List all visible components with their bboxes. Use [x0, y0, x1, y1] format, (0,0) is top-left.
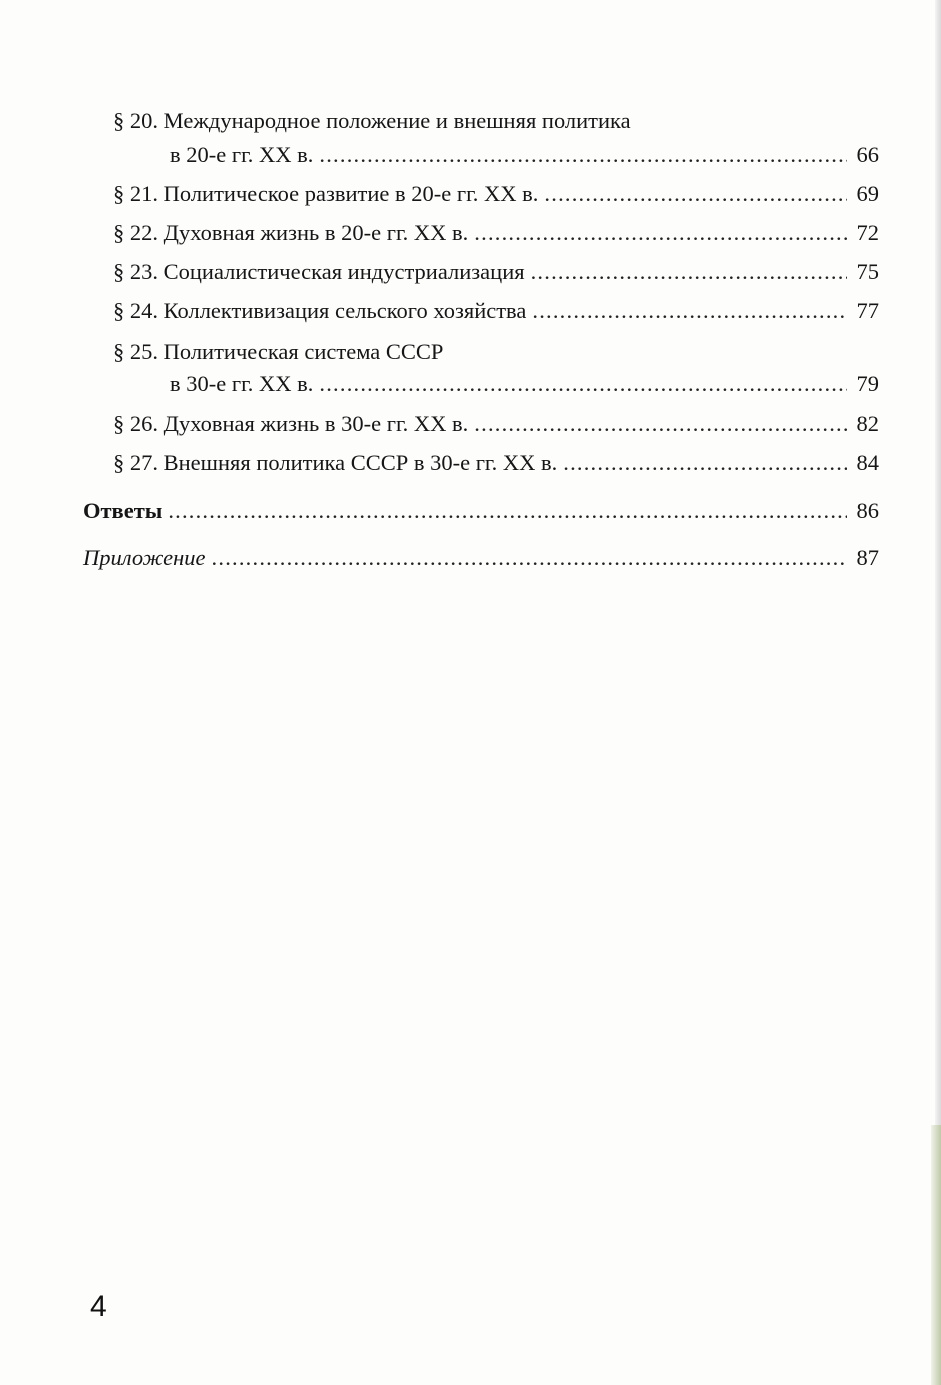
dot-leader: [563, 448, 847, 478]
toc-page-number: 79: [856, 371, 879, 396]
toc-entry-27: [113, 448, 879, 478]
toc-entry-number: § 26.: [113, 411, 158, 436]
toc-page-number: 77: [856, 298, 879, 323]
toc-entry-26: [113, 409, 879, 439]
toc-page-number: 66: [856, 142, 879, 167]
toc-entry-title: Политическая система СССР: [163, 339, 444, 364]
toc-entry-21: [113, 179, 879, 209]
toc-entry-title: Духовная жизнь в 30-е гг. XX в.: [163, 411, 469, 436]
toc-entry-number: § 23.: [113, 259, 158, 284]
toc-entry-22: [113, 218, 879, 248]
toc-entry-title: Международное положение и внешняя политика: [163, 108, 631, 133]
toc-entry-title: Политическое развитие в 20-е гг. XX в.: [163, 181, 539, 206]
toc-entry-answers: [83, 496, 879, 526]
toc-page-number: 72: [856, 220, 879, 245]
toc-page-number: 69: [856, 181, 879, 206]
toc-entry-title: Приложение: [83, 545, 206, 570]
toc-entry-25-line2: [170, 369, 879, 399]
dot-leader: [212, 543, 847, 573]
toc-page-number: 87: [856, 545, 879, 570]
toc-entry-title: Социалистическая индустриализация: [163, 259, 525, 284]
toc-entry-25-line1: [113, 337, 443, 367]
page-edge-tint: [931, 1125, 941, 1385]
toc-entry-23: [113, 257, 879, 287]
dot-leader: [474, 409, 847, 439]
toc-page-number: 75: [856, 259, 879, 284]
toc-entry-number: § 25.: [113, 339, 158, 364]
dot-leader: [319, 140, 847, 170]
dot-leader: [544, 179, 847, 209]
toc-entry-20-line1: [113, 106, 631, 136]
toc-entry-number: § 21.: [113, 181, 158, 206]
toc-page-number: 86: [856, 498, 879, 523]
toc-entry-20-line2: [170, 140, 879, 170]
toc-entry-title-cont: в 30-е гг. XX в.: [170, 371, 314, 396]
toc-entry-title-cont: в 20-е гг. XX в.: [170, 142, 314, 167]
toc-entry-appendix: [83, 543, 879, 573]
toc-entry-number: § 22.: [113, 220, 158, 245]
toc-entry-24: [113, 296, 879, 326]
page-number: 4: [90, 1290, 107, 1323]
dot-leader: [168, 496, 847, 526]
toc-entry-number: § 20.: [113, 108, 158, 133]
toc-page-number: 82: [856, 411, 879, 436]
toc-entry-title: Коллективизация сельского хозяйства: [163, 298, 527, 323]
dot-leader: [319, 369, 847, 399]
toc-entry-number: § 27.: [113, 450, 158, 475]
dot-leader: [474, 218, 847, 248]
dot-leader: [531, 257, 847, 287]
toc-entry-number: § 24.: [113, 298, 158, 323]
toc-entry-title: Внешняя политика СССР в 30-е гг. XX в.: [163, 450, 558, 475]
toc-page-number: 84: [856, 450, 879, 475]
toc-entry-title: Духовная жизнь в 20-е гг. XX в.: [163, 220, 469, 245]
dot-leader: [532, 296, 847, 326]
toc-entry-title: Ответы: [83, 498, 163, 523]
